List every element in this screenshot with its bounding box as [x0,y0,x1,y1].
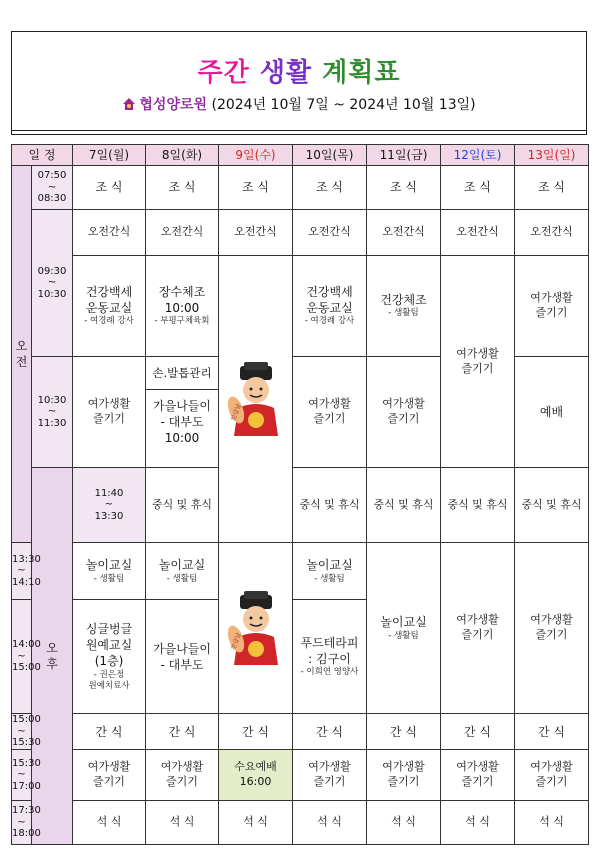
col-day-fri: 11일(금) [367,145,441,166]
cell-leisure: 여가생활 즐기기 [367,750,441,801]
cell-health-exercise: 건강체조 - 생활팀 [367,256,441,357]
time-slot: 11:40 ~ 13:30 [73,468,146,543]
cell-leisure: 여가생활 즐기기 [515,750,589,801]
cell-snack: 간 식 [219,714,293,750]
time-slot: 17:30 ~ 18:00 [12,801,32,845]
cell-snack: 간 식 [515,714,589,750]
cell-snack: 간 식 [293,714,367,750]
col-schedule: 일 정 [12,145,73,166]
cell-breakfast: 조 식 [515,166,589,210]
section-am: 오전 [12,166,32,543]
cell-snack: 간 식 [73,714,146,750]
col-day-wed: 9일(수) [219,145,293,166]
title-part1: 주간 [197,58,250,88]
cell-leisure: 여가생활 즐기기 [515,256,589,357]
king-illustration-icon [226,591,286,665]
cell-am-snack: 오전간식 [146,210,219,256]
header-box [11,31,587,135]
cell-autumn-trip-pm: 가을나들이 - 대부도 [146,600,219,714]
cell-fitness: 건강백세 운동교실 - 여경례 강사 [73,256,146,357]
cell-breakfast: 조 식 [73,166,146,210]
hangul-badge: 한글날 [229,632,243,651]
cell-am-snack: 오전간식 [293,210,367,256]
house-logo-icon [122,97,136,111]
time-slot: 14:00 ~ 15:00 [12,600,32,714]
cell-dinner: 석 식 [293,801,367,845]
col-day-thu: 10일(목) [293,145,367,166]
cell-fitness: 건강백세 운동교실 - 여경례 강사 [293,256,367,357]
cell-leisure: 여가생활 즐기기 [367,357,441,468]
time-slot: 15:30 ~ 17:00 [12,750,32,801]
section-pm: 오후 [32,468,73,845]
cell-am-snack: 오전간식 [367,210,441,256]
cell-breakfast: 조 식 [367,166,441,210]
cell-foot-care: 손.발톱관리 [146,357,218,390]
col-day-sun: 13일(일) [515,145,589,166]
cell-dinner: 석 식 [441,801,515,845]
cell-leisure: 여가생활 즐기기 [73,750,146,801]
cell-snack: 간 식 [146,714,219,750]
cell-dinner: 석 식 [515,801,589,845]
cell-leisure: 여가생활 즐기기 [515,543,589,714]
cell-hangul-day-am [219,256,293,543]
cell-leisure: 여가생활 즐기기 [441,750,515,801]
cell-wed-worship: 수요예배 16:00 [219,750,293,801]
cell-dinner: 석 식 [219,801,293,845]
cell-food-therapy: 푸드테라피 : 김구이 - 이희연 영양사 [293,600,367,714]
cell-breakfast: 조 식 [441,166,515,210]
cell-leisure: 여가생활 즐기기 [73,357,146,468]
cell-snack: 간 식 [441,714,515,750]
cell-breakfast: 조 식 [293,166,367,210]
cell-singing-garden: 싱글벙글 원예교실 (1층) - 권은정 원예치료사 [73,600,146,714]
cell-hangul-day-pm [219,543,293,714]
cell-lunch: 중식 및 휴식 [441,468,515,543]
cell-lunch: 중식 및 휴식 [293,468,367,543]
title-part3: 계획표 [322,58,401,88]
title-part2: 생활 [259,58,313,88]
cell-snack: 간 식 [367,714,441,750]
cell-leisure: 여가생활 즐기기 [441,543,515,714]
cell-play: 놀이교실 - 생활팀 [146,543,219,600]
cell-lunch: 중식 및 휴식 [146,468,219,543]
time-slot: 09:30 ~ 10:30 [32,210,73,357]
period: (2024년 10월 7일 ~ 2024년 10월 13일) [211,97,476,113]
cell-am-snack: 오전간식 [73,210,146,256]
cell-dinner: 석 식 [146,801,219,845]
cell-breakfast: 조 식 [146,166,219,210]
cell-leisure: 여가생활 즐기기 [146,750,219,801]
cell-am-snack: 오전간식 [515,210,589,256]
time-slot: 15:00 ~ 15:30 [12,714,41,749]
cell-tue-am2 [146,357,219,468]
page-title [12,52,586,89]
time-slot: 07:50 ~ 08:30 [32,166,73,210]
cell-longevity: 장수체조 10:00 - 부평구체육회 [146,256,219,357]
hangul-badge: 한글날 [229,402,243,422]
cell-autumn-trip: 가을나들이 - 대부도 10:00 [153,399,211,446]
cell-play: 놀이교실 - 생활팀 [73,543,146,600]
cell-leisure: 여가생활 즐기기 [441,256,515,468]
cell-leisure: 여가생활 즐기기 [293,750,367,801]
cell-lunch: 중식 및 휴식 [515,468,589,543]
col-day-sat: 12일(토) [441,145,515,166]
cell-play: 놀이교실 - 생활팀 [293,543,367,600]
time-slot: 10:30 ~ 11:30 [32,357,73,468]
cell-am-snack: 오전간식 [219,210,293,256]
cell-dinner: 석 식 [367,801,441,845]
cell-leisure: 여가생활 즐기기 [293,357,367,468]
cell-am-snack: 오전간식 [441,210,515,256]
cell-breakfast: 조 식 [219,166,293,210]
cell-play: 놀이교실 - 생활팀 [367,543,441,714]
cell-dinner: 석 식 [73,801,146,845]
org-name: 협성양로원 [139,97,208,113]
king-illustration-icon [226,362,286,436]
subtitle [12,94,586,114]
col-day-tue: 8일(화) [146,145,219,166]
col-day-mon: 7일(월) [73,145,146,166]
time-slot: 13:30 ~ 14:10 [12,543,32,600]
cell-lunch: 중식 및 휴식 [367,468,441,543]
cell-worship: 예배 [515,357,589,468]
schedule-table [11,144,589,845]
